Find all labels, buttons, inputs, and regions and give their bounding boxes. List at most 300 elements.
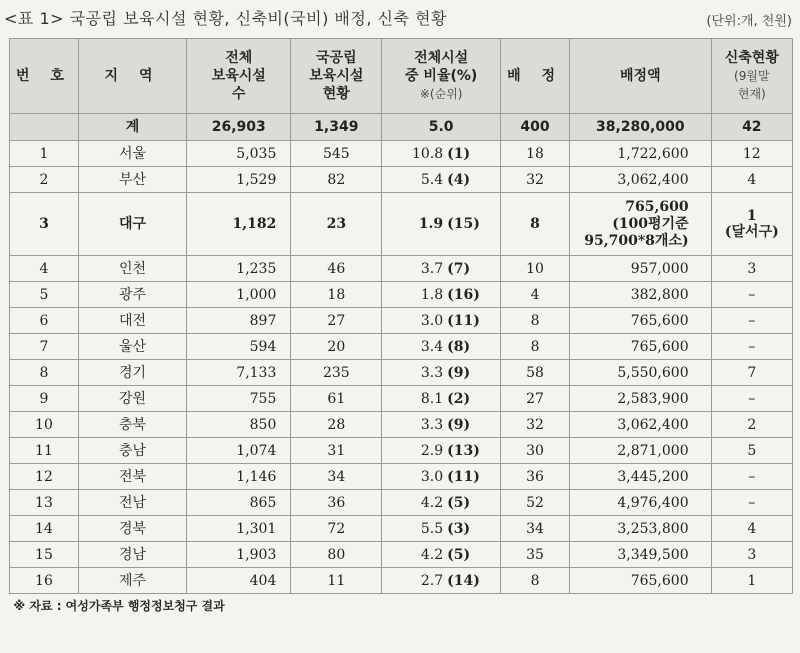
cell-total bbox=[187, 568, 291, 594]
amount-value: 3,062,400 bbox=[617, 171, 689, 188]
cell-total bbox=[187, 464, 291, 490]
total-value: 404 bbox=[249, 572, 277, 589]
no-value: 7 bbox=[39, 338, 49, 355]
alloc-value: 30 bbox=[526, 442, 544, 459]
cell-amount bbox=[570, 308, 712, 334]
table-row bbox=[10, 568, 793, 594]
cell-amount bbox=[570, 464, 712, 490]
ratio-value: 3.3 bbox=[420, 416, 444, 433]
childcare-facility-table bbox=[9, 38, 793, 618]
total-value: 1,000 bbox=[236, 286, 277, 303]
alloc-value: 8 bbox=[530, 216, 540, 232]
cell-public bbox=[291, 412, 382, 438]
total-amount: 38,280,000 bbox=[570, 114, 712, 141]
built-value: – bbox=[748, 494, 756, 511]
cell-public bbox=[291, 256, 382, 282]
table-row bbox=[10, 334, 793, 360]
table-row bbox=[10, 167, 793, 193]
built-value: 7 bbox=[747, 364, 757, 381]
cell-built bbox=[711, 360, 792, 386]
source-note: ※ 자료 : 여성가족부 행정정보청구 결과 bbox=[10, 594, 793, 619]
no-value: 5 bbox=[39, 286, 49, 303]
header-region: 지 역 bbox=[78, 39, 186, 114]
total-value: 755 bbox=[249, 390, 277, 407]
cell-alloc bbox=[501, 167, 570, 193]
rank-value: (7) bbox=[447, 260, 471, 277]
built-value: 12 bbox=[742, 145, 761, 162]
public-value: 27 bbox=[327, 312, 346, 329]
cell-built bbox=[711, 141, 792, 167]
ratio-value: 10.8 bbox=[411, 145, 444, 162]
built-value: 3 bbox=[747, 260, 757, 277]
amount-value: 2,583,900 bbox=[617, 390, 689, 407]
ratio-value: 3.0 bbox=[420, 468, 444, 485]
cell-built bbox=[711, 490, 792, 516]
rank-value: (3) bbox=[447, 520, 471, 537]
cell-amount bbox=[570, 141, 712, 167]
cell-total bbox=[187, 334, 291, 360]
public-value: 82 bbox=[327, 171, 346, 188]
cell-alloc bbox=[501, 282, 570, 308]
table-row bbox=[10, 282, 793, 308]
public-value: 61 bbox=[327, 390, 346, 407]
cell-ratio bbox=[382, 490, 501, 516]
cell-ratio bbox=[382, 464, 501, 490]
total-facilities: 26,903 bbox=[187, 114, 291, 141]
cell-built bbox=[711, 256, 792, 282]
header-row bbox=[10, 39, 793, 114]
cell-no bbox=[10, 360, 79, 386]
ratio-value: 4.2 bbox=[420, 494, 444, 511]
rank-value: (8) bbox=[447, 338, 471, 355]
cell-alloc bbox=[501, 412, 570, 438]
header-allocation: 배 정 bbox=[501, 39, 570, 114]
amount-value: 4,976,400 bbox=[617, 494, 689, 511]
amount-note: 95,700*8개소) bbox=[584, 232, 689, 249]
total-value: 1,903 bbox=[236, 546, 277, 563]
cell-ratio bbox=[382, 360, 501, 386]
alloc-value: 52 bbox=[526, 494, 544, 511]
cell-amount bbox=[570, 386, 712, 412]
cell-alloc bbox=[501, 334, 570, 360]
ratio-value: 2.9 bbox=[420, 442, 444, 459]
cell-ratio bbox=[382, 167, 501, 193]
region-value: 제주 bbox=[118, 572, 147, 589]
total-value: 1,529 bbox=[236, 171, 277, 188]
cell-region bbox=[78, 282, 186, 308]
cell-alloc bbox=[501, 256, 570, 282]
cell-total bbox=[187, 360, 291, 386]
cell-alloc bbox=[501, 360, 570, 386]
region-value: 울산 bbox=[118, 338, 147, 355]
region-value: 전북 bbox=[118, 468, 147, 485]
table-row bbox=[10, 308, 793, 334]
table-row bbox=[10, 464, 793, 490]
cell-public bbox=[291, 360, 382, 386]
no-value: 4 bbox=[39, 260, 49, 277]
alloc-value: 58 bbox=[526, 364, 544, 381]
cell-no bbox=[10, 386, 79, 412]
built-value: – bbox=[748, 312, 756, 329]
cell-built bbox=[711, 334, 792, 360]
cell-alloc bbox=[501, 308, 570, 334]
rank-value: (15) bbox=[447, 216, 480, 232]
header-amount: 배정액 bbox=[570, 39, 712, 114]
alloc-value: 32 bbox=[526, 171, 544, 188]
alloc-value: 4 bbox=[530, 286, 540, 303]
cell-alloc bbox=[501, 464, 570, 490]
table-row bbox=[10, 490, 793, 516]
cell-alloc bbox=[501, 516, 570, 542]
total-value: 1,074 bbox=[236, 442, 277, 459]
public-value: 18 bbox=[327, 286, 346, 303]
cell-public bbox=[291, 167, 382, 193]
table-row bbox=[10, 193, 793, 256]
ratio-value: 3.0 bbox=[420, 312, 444, 329]
cell-no bbox=[10, 542, 79, 568]
no-value: 6 bbox=[39, 312, 49, 329]
cell-total bbox=[187, 308, 291, 334]
rank-value: (9) bbox=[447, 416, 471, 433]
cell-no bbox=[10, 282, 79, 308]
alloc-value: 10 bbox=[526, 260, 544, 277]
region-value: 인천 bbox=[118, 260, 147, 277]
table-row bbox=[10, 141, 793, 167]
rank-value: (16) bbox=[447, 286, 480, 303]
total-value: 1,301 bbox=[236, 520, 277, 537]
cell-public bbox=[291, 490, 382, 516]
cell-amount bbox=[570, 542, 712, 568]
built-value: – bbox=[748, 338, 756, 355]
cell-built bbox=[711, 386, 792, 412]
built-value: 1 bbox=[746, 208, 757, 224]
alloc-value: 34 bbox=[526, 520, 544, 537]
cell-region bbox=[78, 542, 186, 568]
cell-no bbox=[10, 438, 79, 464]
public-value: 72 bbox=[327, 520, 346, 537]
rank-value: (13) bbox=[447, 442, 480, 459]
cell-ratio bbox=[382, 282, 501, 308]
cell-no bbox=[10, 490, 79, 516]
amount-value: 3,445,200 bbox=[617, 468, 689, 485]
unit-note: (단위:개, 천원) bbox=[706, 14, 792, 29]
amount-value: 3,349,500 bbox=[617, 546, 689, 563]
total-value: 7,133 bbox=[236, 364, 277, 381]
region-value: 충남 bbox=[118, 442, 147, 459]
cell-amount bbox=[570, 360, 712, 386]
public-value: 80 bbox=[327, 546, 346, 563]
amount-value: 765,600 bbox=[630, 312, 689, 329]
rank-value: (5) bbox=[447, 494, 471, 511]
cell-total bbox=[187, 256, 291, 282]
cell-total bbox=[187, 438, 291, 464]
amount-value: 2,871,000 bbox=[617, 442, 689, 459]
cell-built bbox=[711, 308, 792, 334]
cell-ratio bbox=[382, 542, 501, 568]
cell-amount bbox=[570, 334, 712, 360]
rank-value: (9) bbox=[447, 364, 471, 381]
cell-total bbox=[187, 490, 291, 516]
cell-region bbox=[78, 308, 186, 334]
cell-ratio bbox=[382, 412, 501, 438]
cell-region bbox=[78, 386, 186, 412]
built-value: – bbox=[748, 286, 756, 303]
cell-public bbox=[291, 438, 382, 464]
built-value: 1 bbox=[747, 572, 757, 589]
no-value: 11 bbox=[35, 442, 53, 459]
alloc-value: 36 bbox=[526, 468, 544, 485]
amount-note: (100평기준 bbox=[612, 215, 689, 232]
cell-alloc bbox=[501, 542, 570, 568]
table-title: <표 1> 국공립 보육시설 현황, 신축비(국비) 배정, 신축 현황 bbox=[4, 9, 447, 28]
alloc-value: 8 bbox=[530, 312, 540, 329]
total-value: 1,146 bbox=[236, 468, 277, 485]
built-note: (달서구) bbox=[724, 224, 779, 240]
public-value: 36 bbox=[327, 494, 346, 511]
table-row bbox=[10, 412, 793, 438]
cell-ratio bbox=[382, 386, 501, 412]
built-value: – bbox=[748, 468, 756, 485]
table-row bbox=[10, 386, 793, 412]
amount-value: 382,800 bbox=[630, 286, 689, 303]
cell-public bbox=[291, 282, 382, 308]
amount-value: 765,600 bbox=[630, 338, 689, 355]
region-value: 충북 bbox=[118, 416, 147, 433]
cell-public bbox=[291, 193, 382, 256]
cell-public bbox=[291, 464, 382, 490]
cell-built bbox=[711, 542, 792, 568]
rank-value: (1) bbox=[447, 145, 471, 162]
region-value: 대전 bbox=[118, 312, 147, 329]
region-value: 전남 bbox=[118, 494, 147, 511]
cell-no bbox=[10, 568, 79, 594]
cell-region bbox=[78, 256, 186, 282]
region-value: 강원 bbox=[118, 390, 147, 407]
region-value: 대구 bbox=[118, 216, 147, 232]
total-value: 1,182 bbox=[232, 216, 277, 232]
ratio-value: 1.9 bbox=[418, 216, 444, 232]
ratio-value: 3.3 bbox=[420, 364, 444, 381]
cell-amount bbox=[570, 516, 712, 542]
cell-public bbox=[291, 516, 382, 542]
region-value: 부산 bbox=[118, 171, 147, 188]
public-value: 11 bbox=[327, 572, 346, 589]
cell-alloc bbox=[501, 438, 570, 464]
built-value: – bbox=[748, 390, 756, 407]
ratio-value: 5.4 bbox=[420, 171, 444, 188]
region-value: 광주 bbox=[118, 286, 147, 303]
total-construction: 42 bbox=[711, 114, 792, 141]
cell-region bbox=[78, 516, 186, 542]
rank-value: (11) bbox=[447, 468, 480, 485]
cell-no bbox=[10, 308, 79, 334]
alloc-value: 32 bbox=[526, 416, 544, 433]
cell-amount bbox=[570, 167, 712, 193]
cell-ratio bbox=[382, 141, 501, 167]
no-value: 15 bbox=[35, 546, 53, 563]
cell-region bbox=[78, 141, 186, 167]
cell-amount bbox=[570, 256, 712, 282]
cell-no bbox=[10, 167, 79, 193]
ratio-value: 2.7 bbox=[420, 572, 444, 589]
total-ratio: 5.0 bbox=[382, 114, 501, 141]
region-value: 경기 bbox=[118, 364, 147, 381]
cell-total bbox=[187, 141, 291, 167]
ratio-value: 3.4 bbox=[420, 338, 444, 355]
public-value: 31 bbox=[327, 442, 346, 459]
header-construction: 신축현황 (9월말 현재) bbox=[711, 39, 792, 114]
public-value: 20 bbox=[327, 338, 346, 355]
cell-total bbox=[187, 516, 291, 542]
cell-region bbox=[78, 568, 186, 594]
cell-region bbox=[78, 438, 186, 464]
amount-value: 5,550,600 bbox=[617, 364, 689, 381]
cell-alloc bbox=[501, 490, 570, 516]
cell-no bbox=[10, 334, 79, 360]
cell-public bbox=[291, 542, 382, 568]
total-value: 897 bbox=[249, 312, 277, 329]
no-value: 1 bbox=[39, 145, 49, 162]
cell-built bbox=[711, 516, 792, 542]
cell-region bbox=[78, 490, 186, 516]
cell-amount bbox=[570, 438, 712, 464]
ratio-value: 8.1 bbox=[420, 390, 444, 407]
cell-built bbox=[711, 412, 792, 438]
cell-region bbox=[78, 360, 186, 386]
cell-amount bbox=[570, 193, 712, 256]
cell-no bbox=[10, 412, 79, 438]
amount-value: 3,253,800 bbox=[617, 520, 689, 537]
total-label: 계 bbox=[78, 114, 186, 141]
table-row bbox=[10, 360, 793, 386]
no-value: 14 bbox=[35, 520, 53, 537]
rank-value: (5) bbox=[447, 546, 471, 563]
cell-no bbox=[10, 516, 79, 542]
built-value: 4 bbox=[747, 520, 757, 537]
ratio-value: 3.7 bbox=[420, 260, 444, 277]
cell-amount bbox=[570, 568, 712, 594]
cell-ratio bbox=[382, 308, 501, 334]
no-value: 3 bbox=[39, 216, 49, 232]
cell-built bbox=[711, 568, 792, 594]
cell-amount bbox=[570, 282, 712, 308]
cell-built bbox=[711, 438, 792, 464]
public-value: 28 bbox=[327, 416, 346, 433]
total-value: 594 bbox=[249, 338, 277, 355]
header-no: 번 호 bbox=[10, 39, 79, 114]
cell-ratio bbox=[382, 256, 501, 282]
alloc-value: 8 bbox=[530, 338, 540, 355]
cell-alloc bbox=[501, 141, 570, 167]
public-value: 46 bbox=[327, 260, 346, 277]
cell-no bbox=[10, 141, 79, 167]
no-value: 12 bbox=[35, 468, 53, 485]
cell-alloc bbox=[501, 193, 570, 256]
cell-region bbox=[78, 193, 186, 256]
alloc-value: 18 bbox=[526, 145, 544, 162]
cell-public bbox=[291, 386, 382, 412]
cell-built bbox=[711, 167, 792, 193]
rank-value: (11) bbox=[447, 312, 480, 329]
no-value: 8 bbox=[39, 364, 49, 381]
cell-alloc bbox=[501, 386, 570, 412]
total-public: 1,349 bbox=[291, 114, 382, 141]
cell-total bbox=[187, 412, 291, 438]
cell-region bbox=[78, 167, 186, 193]
region-value: 경남 bbox=[118, 546, 147, 563]
cell-total bbox=[187, 386, 291, 412]
cell-public bbox=[291, 141, 382, 167]
cell-ratio bbox=[382, 568, 501, 594]
public-value: 235 bbox=[322, 364, 350, 381]
alloc-value: 27 bbox=[526, 390, 544, 407]
no-value: 16 bbox=[35, 572, 53, 589]
no-value: 13 bbox=[35, 494, 53, 511]
cell-no bbox=[10, 464, 79, 490]
cell-total bbox=[187, 193, 291, 256]
cell-no bbox=[10, 256, 79, 282]
table-row bbox=[10, 516, 793, 542]
table-row bbox=[10, 542, 793, 568]
total-value: 850 bbox=[249, 416, 277, 433]
public-value: 34 bbox=[327, 468, 346, 485]
header-total-facilities: 전체 보육시설 수 bbox=[187, 39, 291, 114]
amount-value: 3,062,400 bbox=[617, 416, 689, 433]
rank-value: (2) bbox=[447, 390, 471, 407]
table-row bbox=[10, 256, 793, 282]
alloc-value: 8 bbox=[530, 572, 540, 589]
cell-region bbox=[78, 334, 186, 360]
alloc-value: 35 bbox=[526, 546, 544, 563]
cell-built bbox=[711, 282, 792, 308]
table-row bbox=[10, 438, 793, 464]
total-value: 865 bbox=[249, 494, 277, 511]
total-row bbox=[10, 114, 793, 141]
cell-total bbox=[187, 282, 291, 308]
cell-ratio bbox=[382, 516, 501, 542]
cell-region bbox=[78, 464, 186, 490]
total-value: 5,035 bbox=[236, 145, 277, 162]
cell-built bbox=[711, 464, 792, 490]
amount-value: 765,600 bbox=[625, 198, 689, 215]
cell-total bbox=[187, 542, 291, 568]
total-allocation: 400 bbox=[501, 114, 570, 141]
header-public-facilities: 국공립 보육시설 현황 bbox=[291, 39, 382, 114]
region-value: 서울 bbox=[118, 145, 147, 162]
cell-built bbox=[711, 193, 792, 256]
cell-ratio bbox=[382, 193, 501, 256]
ratio-value: 1.8 bbox=[420, 286, 444, 303]
cell-region bbox=[78, 412, 186, 438]
no-value: 10 bbox=[35, 416, 53, 433]
public-value: 545 bbox=[322, 145, 350, 162]
built-value: 3 bbox=[747, 546, 757, 563]
amount-value: 957,000 bbox=[630, 260, 689, 277]
built-value: 5 bbox=[747, 442, 757, 459]
cell-no bbox=[10, 193, 79, 256]
ratio-value: 5.5 bbox=[420, 520, 444, 537]
header-ratio: 전체시설 중 비율(%) ※(순위) bbox=[382, 39, 501, 114]
region-value: 경북 bbox=[118, 520, 147, 537]
cell-amount bbox=[570, 412, 712, 438]
cell-amount bbox=[570, 490, 712, 516]
rank-value: (4) bbox=[447, 171, 471, 188]
ratio-value: 4.2 bbox=[420, 546, 444, 563]
cell-public bbox=[291, 568, 382, 594]
rank-value: (14) bbox=[447, 572, 480, 589]
no-value: 9 bbox=[39, 390, 49, 407]
public-value: 23 bbox=[326, 216, 347, 232]
